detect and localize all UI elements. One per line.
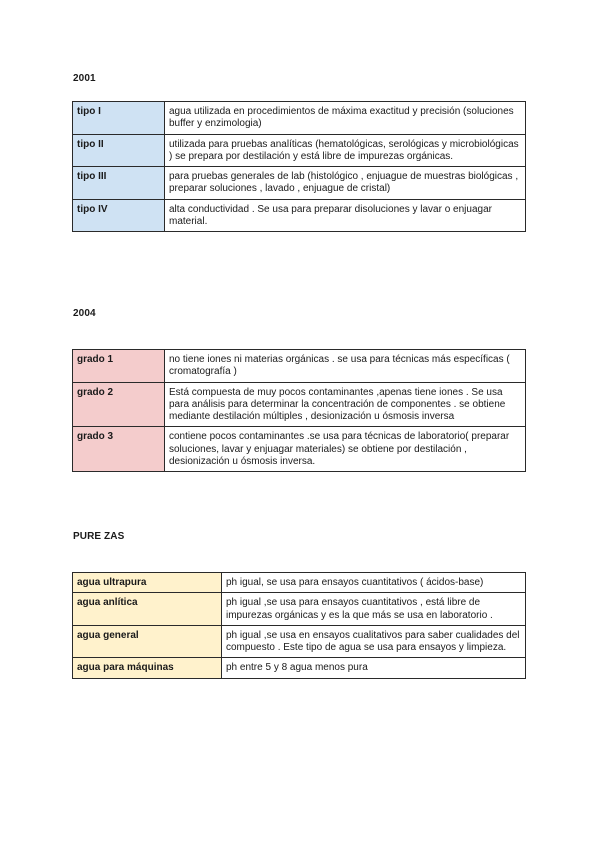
row-description: para pruebas generales de lab (histológico , enjuague de muestras biológicas , preparar soluciones , lavado , enjuague de cristal): [165, 167, 526, 200]
row-description: alta conductividad . Se usa para preparar disoluciones y lavar o enjuagar material.: [165, 199, 526, 232]
section-heading-purezas: PURE ZAS: [73, 531, 125, 542]
table-row: [73, 382, 526, 427]
row-description: Está compuesta de muy pocos contaminantes ,apenas tiene iones . Se usa para análisis para determinar la concentración de componentes . se obtiene mediante destilación múltiples , desionización u ósmosis inversa: [165, 382, 526, 427]
row-description: ph igual ,se usa en ensayos cualitativos para saber cualidades del compuesto . Este tipo de agua se usa para ensayos y limpieza.: [222, 625, 526, 658]
table-2001-water-types: [72, 101, 526, 232]
table-row: [73, 167, 526, 200]
table-row: [73, 134, 526, 167]
table-row: [73, 593, 526, 626]
row-key: grado 1: [73, 350, 165, 383]
table-row: [73, 350, 526, 383]
section-heading-2001: 2001: [73, 73, 96, 84]
row-key: agua ultrapura: [73, 573, 222, 593]
row-description: ph igual ,se usa para ensayos cuantitativos , está libre de impurezas orgánicas y es la que más se usa en laboratorio .: [222, 593, 526, 626]
row-description: utilizada para pruebas analíticas (hematológicas, serológicas y microbiológicas ) se prepara por destilación y está libre de impurezas orgánicas.: [165, 134, 526, 167]
table-row: [73, 199, 526, 232]
table-row: [73, 427, 526, 472]
table-row: [73, 625, 526, 658]
row-key: grado 3: [73, 427, 165, 472]
row-key: tipo I: [73, 102, 165, 135]
row-description: no tiene iones ni materias orgánicas . se usa para técnicas más específicas ( cromatografía ): [165, 350, 526, 383]
section-heading-2004: 2004: [73, 308, 96, 319]
row-key: tipo IV: [73, 199, 165, 232]
row-key: tipo II: [73, 134, 165, 167]
table-2004-water-grades: [72, 349, 526, 472]
table-row: [73, 573, 526, 593]
row-description: ph entre 5 y 8 agua menos pura: [222, 658, 526, 678]
row-key: agua anlítica: [73, 593, 222, 626]
row-key: grado 2: [73, 382, 165, 427]
row-description: agua utilizada en procedimientos de máxima exactitud y precisión (soluciones buffer y enzimologia): [165, 102, 526, 135]
row-key: agua para máquinas: [73, 658, 222, 678]
row-key: agua general: [73, 625, 222, 658]
table-row: [73, 102, 526, 135]
row-description: contiene pocos contaminantes .se usa para técnicas de laboratorio( preparar soluciones, lavar y enjuagar materiales) se obtiene por destilación , desionización u ósmosis inversa.: [165, 427, 526, 472]
table-purezas: [72, 572, 526, 679]
table-row: [73, 658, 526, 678]
row-description: ph igual, se usa para ensayos cuantitativos ( ácidos-base): [222, 573, 526, 593]
row-key: tipo III: [73, 167, 165, 200]
